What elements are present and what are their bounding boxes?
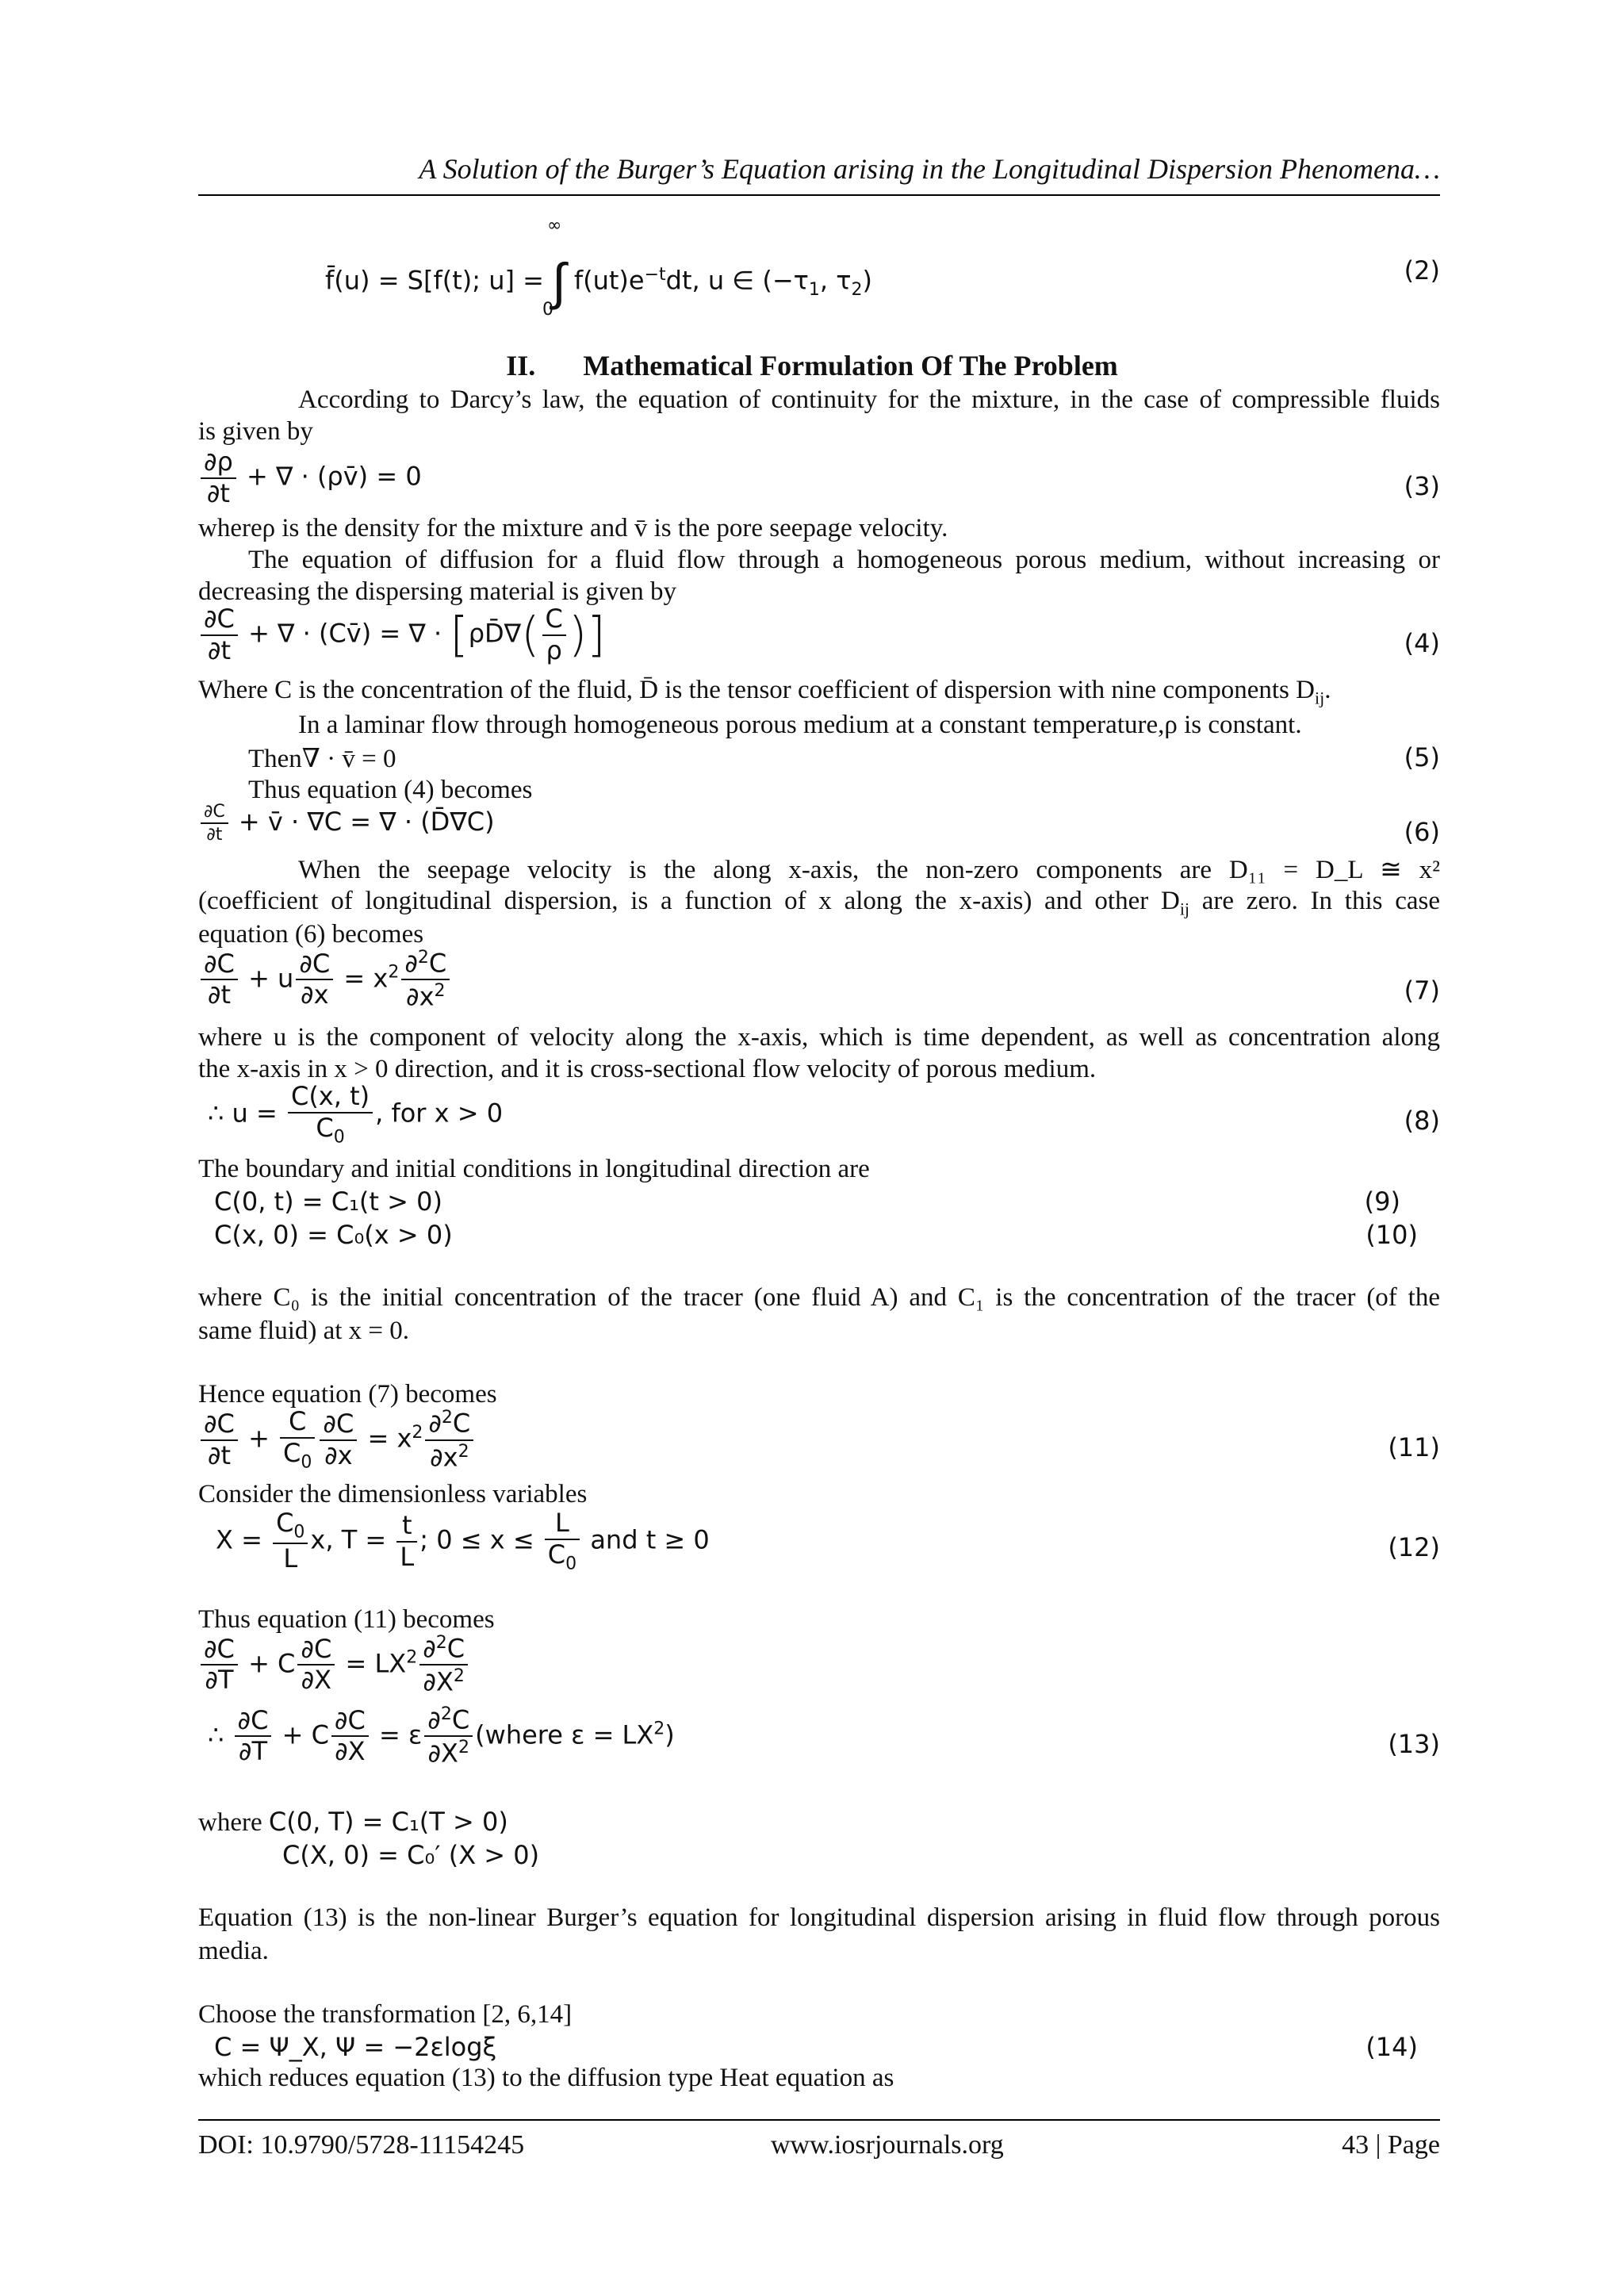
paragraph-line: where C(0, T) = C₁(T > 0): [198, 1807, 508, 1837]
paragraph-line: where C₀ is the initial concentration of the tracer (one fluid A) and C₁ is the concentration of the tracer (of the: [198, 1283, 1440, 1312]
equation-number: (11): [1388, 1432, 1440, 1462]
paragraph-line: Choose the transformation [2, 6,14]: [198, 2000, 573, 2029]
equation-7: $\frac{\partial C}{\partial t}$ + u $\frac{\partial C}{\partial x}$ = $x^2$ $\frac{\partial^2C}{\partial x^2}$: [198, 949, 452, 1011]
integral-lower-limit: 0: [542, 300, 553, 320]
equation-number: (5): [1404, 742, 1440, 772]
paragraph-line: Where C is the concentration of the fluid, D̄ is the tensor coefficient of dispersion with nine components $D_{ij}$.: [198, 676, 1331, 708]
paragraph-line: (coefficient of longitudinal dispersion, is a function of x along the x-axis) and other $D_{ij}$ are zero. In this case: [198, 887, 1440, 919]
equation-12: X = $\frac{C_0}{L}$ x, T = $\frac{t}{L}$ ; 0 ≤ x ≤ $\frac{L}{C_0}$ and t ≥ 0: [216, 1508, 710, 1574]
paragraph-line: Equation (13) is the non-linear Burger’s equation for longitudinal dispersion arising in fluid flow through porous: [198, 1903, 1440, 1932]
paragraph-line: is given by: [198, 417, 313, 446]
equation-number: (9): [1364, 1186, 1400, 1217]
equation-13a: $\frac{\partial C}{\partial T}$ + C $\frac{\partial C}{\partial X}$ = $LX^2$ $\frac{\partial^2C}{\partial X^2}$: [198, 1634, 470, 1696]
paragraph-line: When the seepage velocity is the along x-axis, the non-zero components are D₁₁ = D_L ≅ x²: [298, 856, 1440, 884]
equation-number: (12): [1388, 1532, 1440, 1562]
paragraph-line: the x-axis in x > 0 direction, and it is cross-sectional flow velocity of porous medium.: [198, 1055, 1097, 1083]
paragraph-line: The equation of diffusion for a fluid flow through a homogeneous porous medium, without increasing or: [248, 546, 1440, 574]
footer-rule: [198, 2119, 1440, 2121]
header-rule: [198, 194, 1440, 196]
equation-number: (2): [1404, 255, 1440, 286]
equation-number: (7): [1404, 976, 1440, 1006]
equation-4: $\frac{\partial C}{\partial t}$ + ∇ · (Cv̄) = ∇ · [ρD̄∇( $\frac{C}{\rho}$ )]: [198, 606, 606, 664]
equation-13: ∴ $\frac{\partial C}{\partial T}$ + C $\frac{\partial C}{\partial X}$ = ε $\frac{\partial^2C}{\partial X^2}$ (where $\varepsilon = LX^2$): [208, 1704, 675, 1769]
paragraph-line: Thus equation (11) becomes: [198, 1605, 495, 1634]
equation-number: (14): [1365, 2032, 1418, 2062]
equation-number: (4): [1404, 628, 1440, 658]
paragraph-line: equation (6) becomes: [198, 920, 424, 949]
footer-site: www.iosrjournals.org: [771, 2130, 1004, 2160]
boundary-condition: C(X, 0) = C₀′ (X > 0): [282, 1840, 540, 1870]
equation-number: (3): [1404, 471, 1440, 501]
paragraph-line: The boundary and initial conditions in longitudinal direction are: [198, 1155, 870, 1183]
paragraph-line: Then∇ · v̄ = 0: [248, 745, 396, 773]
paragraph-line: which reduces equation (13) to the diffusion type Heat equation as: [198, 2064, 894, 2092]
paragraph-line: same fluid) at x = 0.: [198, 1317, 410, 1345]
running-header: A Solution of the Burger’s Equation arising in the Longitudinal Dispersion Phenomena…: [419, 153, 1440, 185]
paragraph-line: whereρ is the density for the mixture and v̄ is the pore seepage velocity.: [198, 514, 948, 542]
paragraph-line: where u is the component of velocity along the x-axis, which is time dependent, as well as concentration along: [198, 1023, 1440, 1052]
paragraph-line: media.: [198, 1937, 269, 1965]
equation-9: C(0, t) = C₁(t > 0): [214, 1186, 442, 1217]
paragraph-line: In a laminar flow through homogeneous porous medium at a constant temperature,ρ is constant.: [298, 711, 1302, 739]
equation-6: $\frac{\partial C}{\partial t}$ + v̄ · ∇C = ∇ · (D̄∇C): [198, 803, 495, 844]
footer-doi: DOI: 10.9790/5728-11154245: [198, 2130, 525, 2160]
paragraph-line: According to Darcy’s law, the equation of continuity for the mixture, in the case of compressible fluids: [298, 385, 1440, 414]
paragraph-line: Hence equation (7) becomes: [198, 1380, 497, 1409]
equation-number: (8): [1404, 1106, 1440, 1136]
equation-11: $\frac{\partial C}{\partial t}$ + $\frac{C}{C_0}$ $\frac{\partial C}{\partial x}$ = $x^2$ $\frac{\partial^2C}{\partial x^2}$: [198, 1409, 476, 1471]
equation-10: C(x, 0) = C₀(x > 0): [214, 1220, 453, 1250]
equation-8: ∴ u = $\frac{C(x, t)}{C_0}$ , for x > 0: [208, 1081, 504, 1147]
equation-2: f̄(u) = S[f(t); u] = ∫ $f(ut)e^{-t}dt$, u ∈ ($-\tau_1$, $\tau_2$): [325, 253, 872, 312]
equation-number: (10): [1365, 1220, 1418, 1250]
paragraph-line: Consider the dimensionless variables: [198, 1480, 588, 1508]
footer-page: 43 | Page: [1342, 2130, 1440, 2160]
equation-number: (6): [1404, 817, 1440, 847]
integral-upper-limit: ∞: [547, 216, 562, 236]
equation-number: (13): [1388, 1729, 1440, 1759]
section-heading: II. Mathematical Formulation Of The Problem: [506, 350, 1118, 381]
equation-14: C = Ψ_X, Ψ = −2εlogξ: [214, 2032, 497, 2062]
equation-3: $\frac{\partial\rho}{\partial t}$ + ∇ · (ρv̄) = 0: [198, 449, 422, 507]
paragraph-line: Thus equation (4) becomes: [248, 776, 533, 804]
paragraph-line: decreasing the dispersing material is given by: [198, 577, 676, 606]
